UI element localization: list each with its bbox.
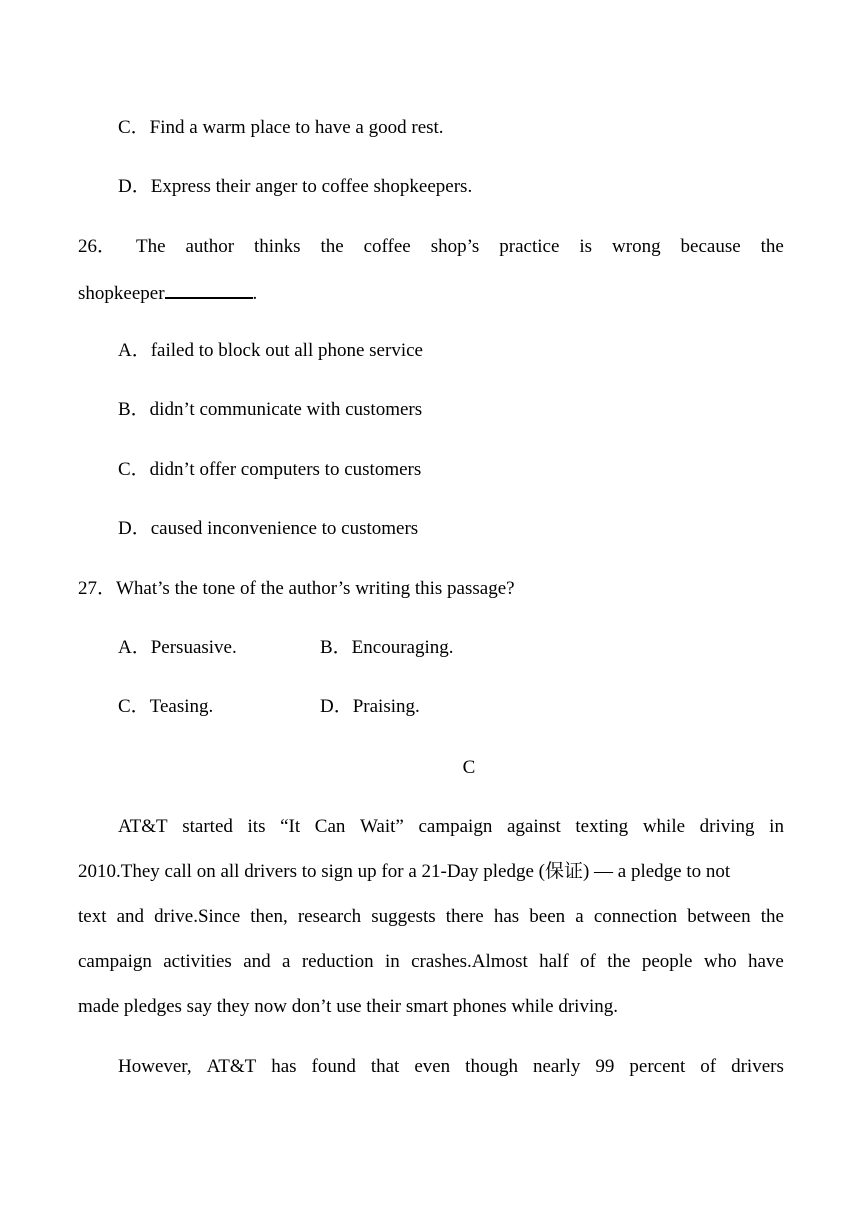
word: nearly [532,1056,581,1077]
word: between [687,906,751,927]
word: activities [163,951,232,972]
word: coffee [363,236,411,257]
word: of [580,951,596,972]
word: the [760,236,784,257]
passage-p1-line1 [118,815,784,839]
passage-p1-line4 [78,950,784,974]
passage-p1-line5: made pledges say they now don’t use their smart phones while driving. [78,996,618,1017]
word: who [703,951,737,972]
word: found [311,1056,356,1077]
word: shop’s [430,236,480,257]
word: the [760,906,784,927]
word: 26． [78,236,117,257]
section-heading: C [462,757,476,778]
q26-option-a: A．failed to block out all phone service [118,340,423,361]
word: Can [314,816,346,837]
word: though [465,1056,518,1077]
word: and [116,906,145,927]
word: research [297,906,362,927]
word: campaign [78,951,152,972]
word: The [135,236,166,257]
word: author [185,236,235,257]
q26-stem-start: shopkeeper [78,283,165,304]
word: connection [593,906,678,927]
word: that [370,1056,400,1077]
word: its [247,816,266,837]
word: a [575,906,584,927]
q27-stem: 27．What’s the tone of the author’s writing this passage? [78,578,515,599]
q26-option-c: C．didn’t offer computers to customers [118,459,422,480]
word: AT&T [118,816,168,837]
q27-option-d: D．Praising. [320,696,420,717]
word: while [642,816,686,837]
word: percent [629,1056,686,1077]
word: the [320,236,344,257]
word: drive.Since [154,906,241,927]
word: However, [118,1056,192,1077]
q27-option-a: A．Persuasive. [118,637,237,658]
q26-stem-end: . [252,283,258,304]
word: and [243,951,271,972]
word: suggests [371,906,436,927]
word: has [271,1056,297,1077]
word: wrong [612,236,661,257]
word: drivers [731,1056,784,1077]
word: crashes.Almost [411,951,528,972]
answer-blank [165,281,253,299]
word: Wait” [360,816,404,837]
word: in [769,816,784,837]
word: texting [575,816,629,837]
passage-p1-line3 [78,905,784,929]
word: “It [280,816,301,837]
word: practice [499,236,560,257]
q27-option-c: C．Teasing. [118,696,214,717]
word: has [493,906,520,927]
word: of [700,1056,717,1077]
word: even [414,1056,451,1077]
word: the [607,951,631,972]
word: a [282,951,291,972]
q25-option-d: D．Express their anger to coffee shopkeepers. [118,176,473,197]
word: driving [699,816,755,837]
word: is [579,236,593,257]
word: in [384,951,400,972]
q25-option-c: C．Find a warm place to have a good rest. [118,117,444,138]
word: started [182,816,233,837]
word: half [539,951,569,972]
passage-p2-line1 [118,1055,784,1079]
word: 99 [595,1056,615,1077]
q26-option-d: D．caused inconvenience to customers [118,518,419,539]
word: reduction [301,951,374,972]
word: against [506,816,561,837]
word: text [78,906,107,927]
word: there [445,906,484,927]
passage-p1-line2: 2010.They call on all drivers to sign up for a 21-Day pledge (保证) — a pledge to not [78,861,731,882]
q26-stem-line2 [78,281,257,306]
word: because [680,236,741,257]
word: been [529,906,566,927]
word: then, [250,906,288,927]
q26-stem-line1 [78,235,784,259]
word: people [641,951,693,972]
word: thinks [254,236,301,257]
word: AT&T [206,1056,257,1077]
q27-option-b: B．Encouraging. [320,637,454,658]
word: have [747,951,784,972]
q26-option-b: B．didn’t communicate with customers [118,399,423,420]
word: campaign [418,816,493,837]
